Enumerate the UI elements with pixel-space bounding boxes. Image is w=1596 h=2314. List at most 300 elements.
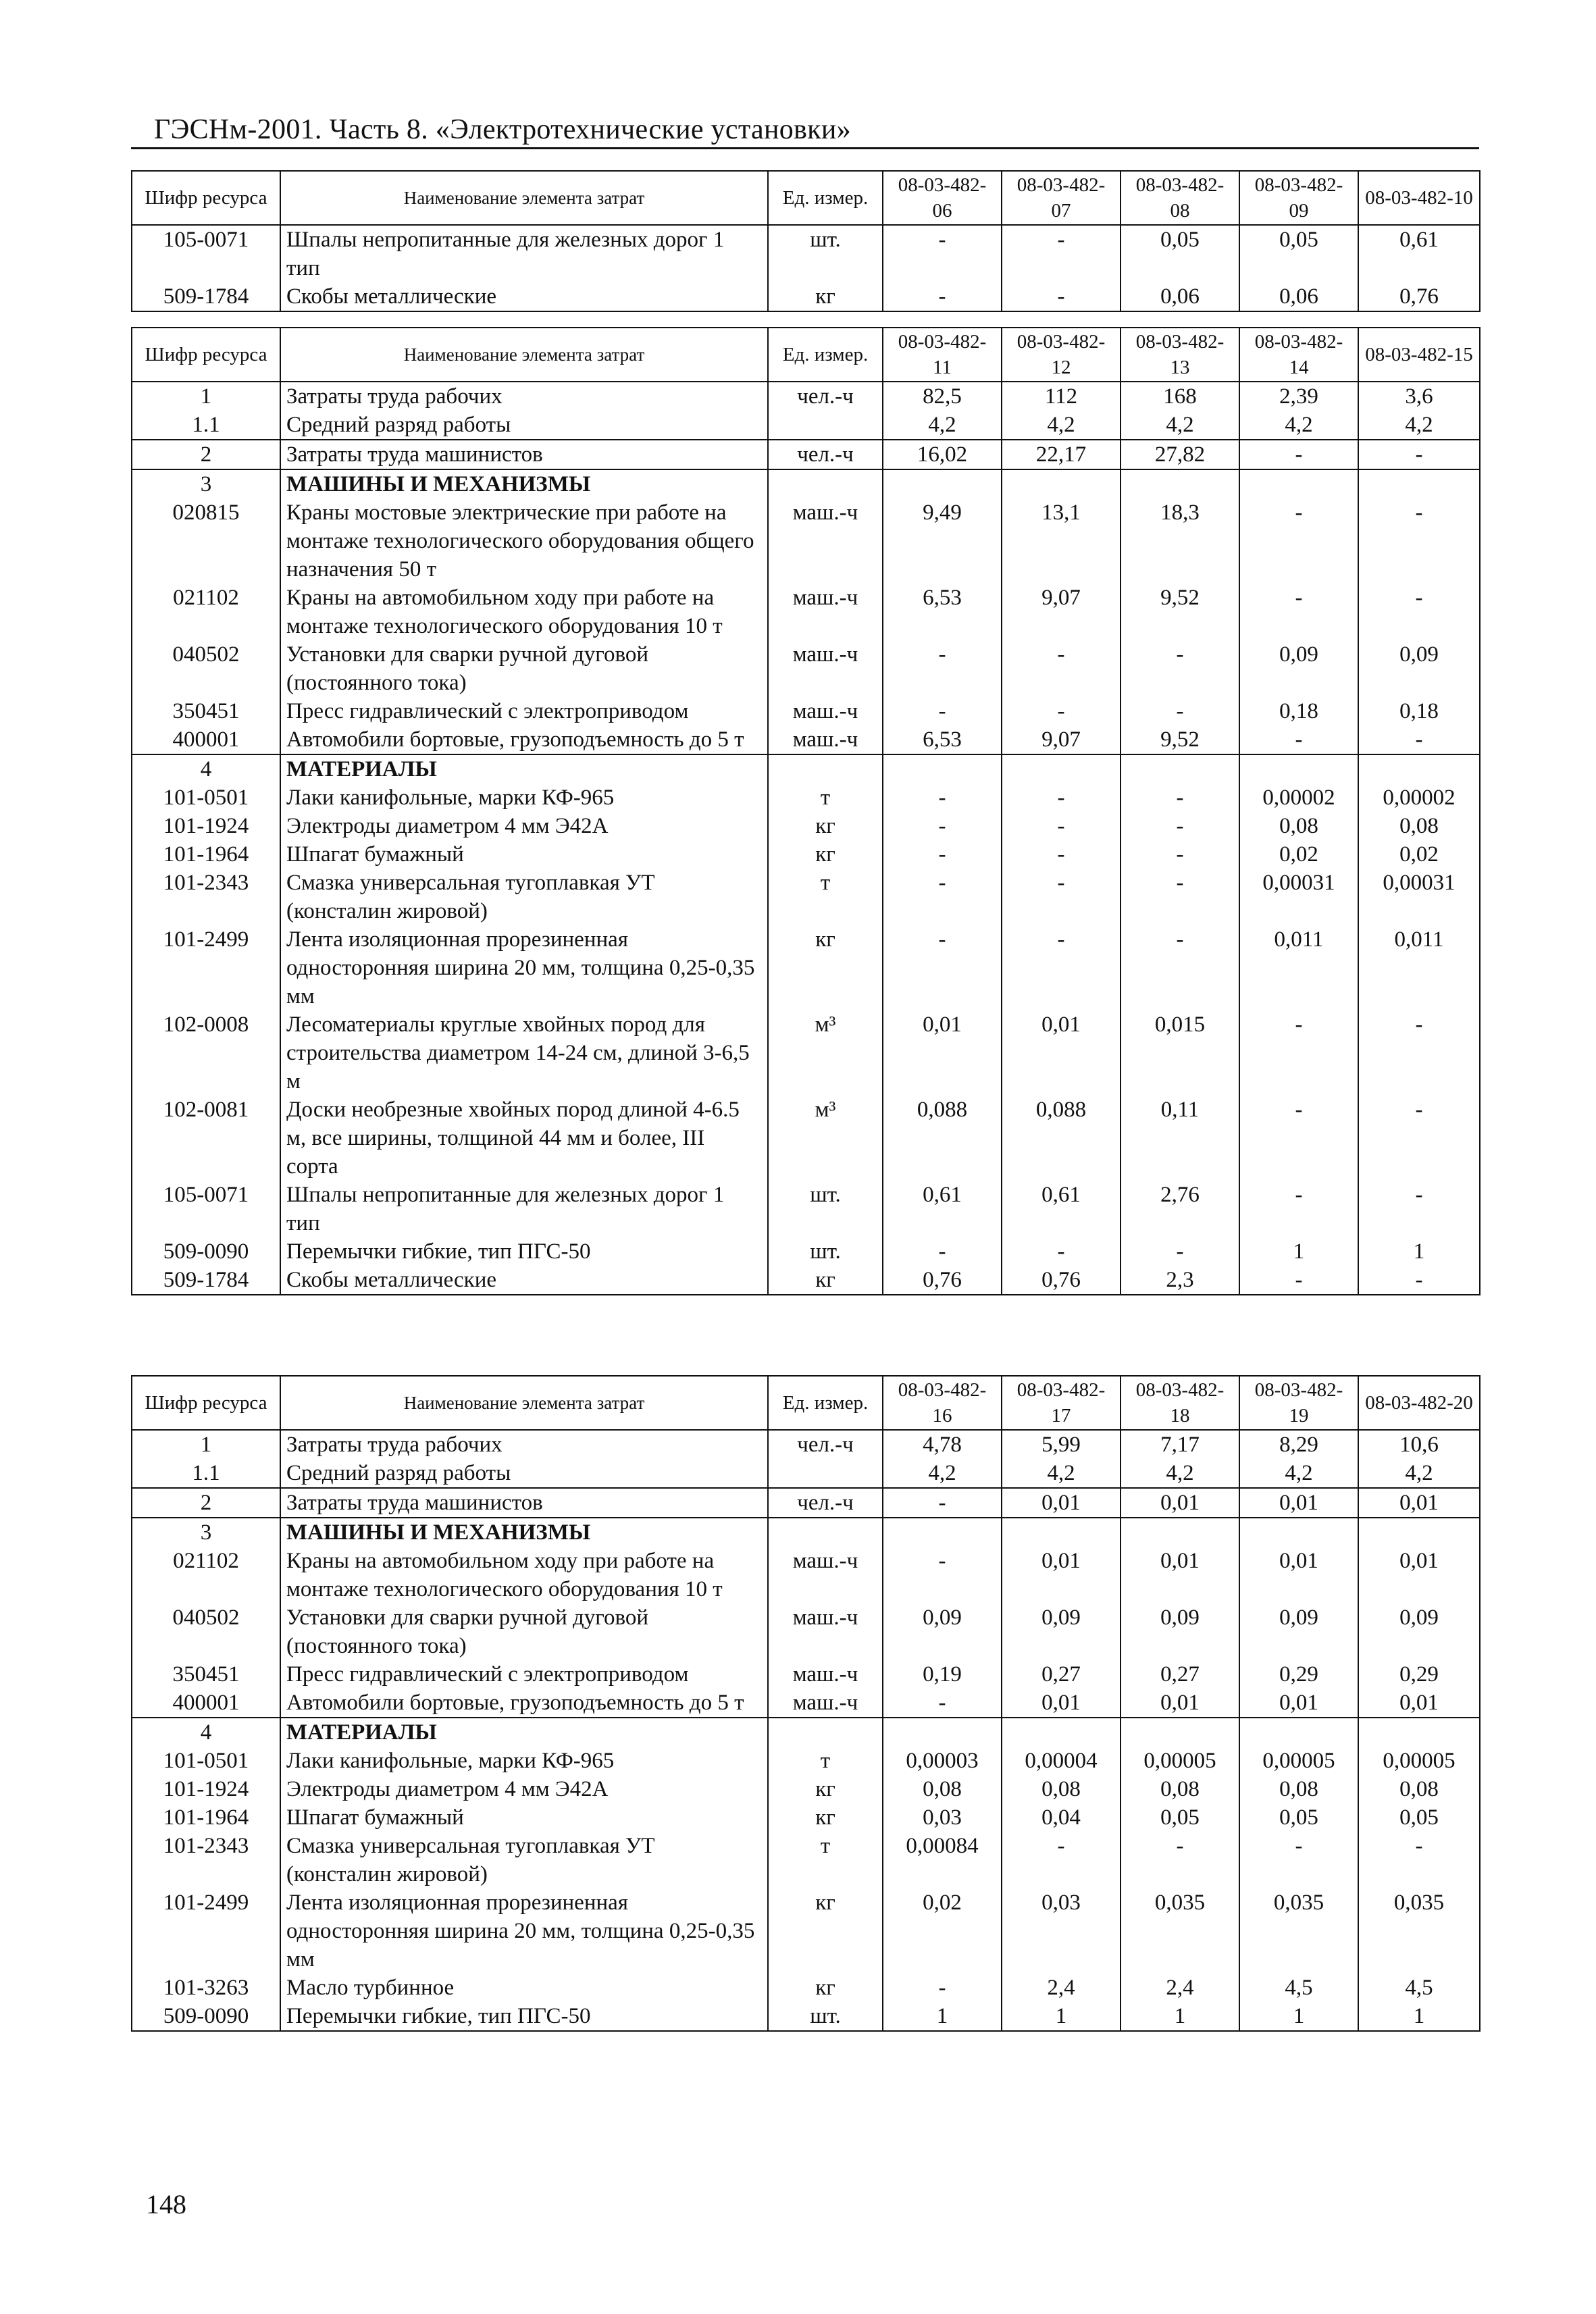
value-cell: 0,035 — [1239, 1888, 1358, 1974]
unit-cell: шт. — [768, 1181, 883, 1237]
value-cell: - — [1239, 1096, 1358, 1181]
unit-cell — [768, 1459, 883, 1488]
value-cell: - — [1121, 925, 1239, 1010]
value-cell: 0,06 — [1121, 282, 1239, 311]
table-row — [132, 1747, 1480, 1775]
value-cell: 0,09 — [1002, 1603, 1121, 1660]
resource-code-cell: 101-1964 — [132, 840, 280, 869]
value-cell: 7,17 — [1121, 1430, 1239, 1459]
value-cell: - — [1239, 584, 1358, 640]
value-cell: 1 — [883, 2002, 1002, 2031]
table-header-row — [132, 328, 1480, 382]
resource-code-cell: 040502 — [132, 640, 280, 697]
resource-name-cell: Лаки канифольные, марки КФ-965 — [280, 1747, 768, 1775]
value-cell: 0,01 — [1239, 1488, 1358, 1518]
value-cell: 0,00002 — [1239, 783, 1358, 812]
value-cell: 4,2 — [1239, 411, 1358, 440]
value-cell: - — [883, 640, 1002, 697]
value-cell: - — [1121, 1832, 1239, 1888]
value-cell: 0,27 — [1002, 1660, 1121, 1689]
resource-name-cell: Краны на автомобильном ходу при работе на монтаже технологического оборудования 10 т — [280, 584, 768, 640]
value-cell: 9,49 — [883, 498, 1002, 584]
value-cell: - — [1002, 840, 1121, 869]
header-unit: Ед. измер. — [768, 1376, 883, 1430]
resource-code-cell: 021102 — [132, 1547, 280, 1603]
value-cell: 0,011 — [1239, 925, 1358, 1010]
value-cell: 0,08 — [1358, 812, 1480, 840]
value-cell: 0,00005 — [1239, 1747, 1358, 1775]
value-cell: 0,08 — [1239, 1775, 1358, 1803]
value-cell — [1002, 1518, 1121, 1547]
resource-name-cell: Перемычки гибкие, тип ПГС-50 — [280, 1237, 768, 1266]
unit-cell: кг — [768, 1266, 883, 1295]
unit-cell: кг — [768, 1775, 883, 1803]
unit-cell: м³ — [768, 1010, 883, 1096]
resource-name-cell: Затраты труда рабочих — [280, 1430, 768, 1459]
resource-code-cell: 020815 — [132, 498, 280, 584]
table-row — [132, 411, 1480, 440]
value-cell: 0,01 — [1002, 1547, 1121, 1603]
resource-code-cell: 509-0090 — [132, 1237, 280, 1266]
resource-name-cell: Автомобили бортовые, грузоподъемность до 5 т — [280, 1689, 768, 1718]
header-code: Шифр ресурса — [132, 1376, 280, 1430]
resource-code-cell: 105-0071 — [132, 225, 280, 282]
value-cell: 4,2 — [883, 1459, 1002, 1488]
value-cell — [1239, 754, 1358, 783]
value-cell: - — [1002, 783, 1121, 812]
value-cell: 168 — [1121, 382, 1239, 411]
value-cell: 0,05 — [1239, 1803, 1358, 1832]
value-cell: - — [1358, 440, 1480, 469]
header-norm-code: 08-03-482-13 — [1121, 328, 1239, 382]
value-cell — [1358, 469, 1480, 498]
unit-cell: т — [768, 869, 883, 925]
table-row — [132, 1459, 1480, 1488]
unit-cell: кг — [768, 812, 883, 840]
value-cell: 9,52 — [1121, 725, 1239, 754]
resource-code-cell: 350451 — [132, 1660, 280, 1689]
value-cell: - — [883, 1237, 1002, 1266]
value-cell: 0,08 — [883, 1775, 1002, 1803]
value-cell — [1121, 1718, 1239, 1747]
value-cell: - — [1121, 640, 1239, 697]
unit-cell: кг — [768, 1888, 883, 1974]
value-cell: 0,04 — [1002, 1803, 1121, 1832]
resource-name-cell: Затраты труда машинистов — [280, 440, 768, 469]
resource-code-cell: 102-0008 — [132, 1010, 280, 1096]
resource-code-cell: 101-0501 — [132, 783, 280, 812]
value-cell: - — [883, 225, 1002, 282]
value-cell: 10,6 — [1358, 1430, 1480, 1459]
value-cell: 0,61 — [883, 1181, 1002, 1237]
value-cell: - — [1002, 697, 1121, 725]
table-row — [132, 1547, 1480, 1603]
header-norm-code: 08-03-482-15 — [1358, 328, 1480, 382]
table-row — [132, 840, 1480, 869]
resource-code-cell: 4 — [132, 754, 280, 783]
table-row — [132, 1888, 1480, 1974]
resource-code-cell: 1.1 — [132, 411, 280, 440]
value-cell: 2,39 — [1239, 382, 1358, 411]
resource-name-cell: Смазка универсальная тугоплавкая УТ (консталин жировой) — [280, 869, 768, 925]
header-norm-code: 08-03-482-18 — [1121, 1376, 1239, 1430]
value-cell: - — [883, 1547, 1002, 1603]
unit-cell: т — [768, 1747, 883, 1775]
value-cell: 82,5 — [883, 382, 1002, 411]
resource-code-cell: 400001 — [132, 725, 280, 754]
value-cell: - — [883, 869, 1002, 925]
resource-name-cell: Установки для сварки ручной дуговой (постоянного тока) — [280, 1603, 768, 1660]
value-cell: 4,2 — [1121, 411, 1239, 440]
value-cell: 0,76 — [1002, 1266, 1121, 1295]
unit-cell: маш.-ч — [768, 1689, 883, 1718]
resource-name-cell: Пресс гидравлический с электроприводом — [280, 697, 768, 725]
header-norm-code: 08-03-482-09 — [1239, 171, 1358, 225]
table-row — [132, 812, 1480, 840]
value-cell: 0,05 — [1358, 1803, 1480, 1832]
table-row — [132, 1718, 1480, 1747]
unit-cell: кг — [768, 925, 883, 1010]
value-cell: 5,99 — [1002, 1430, 1121, 1459]
header-norm-code: 08-03-482-08 — [1121, 171, 1239, 225]
resource-name-cell: Перемычки гибкие, тип ПГС-50 — [280, 2002, 768, 2031]
resource-name-cell: Установки для сварки ручной дуговой (постоянного тока) — [280, 640, 768, 697]
value-cell: 0,09 — [1239, 1603, 1358, 1660]
value-cell: 8,29 — [1239, 1430, 1358, 1459]
resource-code-cell: 040502 — [132, 1603, 280, 1660]
header-code: Шифр ресурса — [132, 328, 280, 382]
value-cell: 3,6 — [1358, 382, 1480, 411]
resource-table-3 — [131, 1375, 1481, 2032]
value-cell: - — [1002, 869, 1121, 925]
value-cell: 0,02 — [1239, 840, 1358, 869]
value-cell: 0,61 — [1002, 1181, 1121, 1237]
resource-name-cell: Шпагат бумажный — [280, 1803, 768, 1832]
value-cell — [1358, 754, 1480, 783]
value-cell: 0,08 — [1002, 1775, 1121, 1803]
unit-cell: м³ — [768, 1096, 883, 1181]
resource-code-cell: 101-1964 — [132, 1803, 280, 1832]
value-cell: - — [1239, 498, 1358, 584]
value-cell: 0,02 — [883, 1888, 1002, 1974]
value-cell: - — [1358, 498, 1480, 584]
value-cell: 2,76 — [1121, 1181, 1239, 1237]
value-cell — [1002, 469, 1121, 498]
resource-name-cell: Скобы металлические — [280, 282, 768, 311]
resource-name-cell: Электроды диаметром 4 мм Э42А — [280, 812, 768, 840]
table-row — [132, 1603, 1480, 1660]
value-cell: 0,00005 — [1358, 1747, 1480, 1775]
header-norm-code: 08-03-482-06 — [883, 171, 1002, 225]
value-cell: - — [883, 783, 1002, 812]
value-cell — [1239, 469, 1358, 498]
resource-name-cell: МАШИНЫ И МЕХАНИЗМЫ — [280, 1518, 768, 1547]
value-cell: 0,03 — [883, 1803, 1002, 1832]
value-cell: 4,78 — [883, 1430, 1002, 1459]
value-cell: 0,05 — [1239, 225, 1358, 282]
value-cell: 112 — [1002, 382, 1121, 411]
value-cell: 0,29 — [1239, 1660, 1358, 1689]
value-cell: - — [1358, 1832, 1480, 1888]
value-cell: - — [1358, 1010, 1480, 1096]
value-cell: - — [883, 925, 1002, 1010]
value-cell: 4,5 — [1358, 1974, 1480, 2002]
value-cell: - — [1002, 925, 1121, 1010]
table-row — [132, 469, 1480, 498]
unit-cell: шт. — [768, 1237, 883, 1266]
table-row — [132, 1430, 1480, 1459]
resource-name-cell: МАШИНЫ И МЕХАНИЗМЫ — [280, 469, 768, 498]
table-row — [132, 1660, 1480, 1689]
resource-code-cell: 3 — [132, 1518, 280, 1547]
value-cell: - — [1239, 1266, 1358, 1295]
value-cell: 18,3 — [1121, 498, 1239, 584]
resource-code-cell: 101-2343 — [132, 869, 280, 925]
value-cell: 0,01 — [1002, 1689, 1121, 1718]
value-cell: 1 — [1002, 2002, 1121, 2031]
value-cell: 6,53 — [883, 725, 1002, 754]
value-cell: 0,01 — [1121, 1547, 1239, 1603]
table-row — [132, 725, 1480, 754]
value-cell: 0,00002 — [1358, 783, 1480, 812]
resource-name-cell: Лесоматериалы круглые хвойных пород для строительства диаметром 14-24 см, длиной 3-6,5 м — [280, 1010, 768, 1096]
value-cell: - — [1002, 282, 1121, 311]
value-cell: 27,82 — [1121, 440, 1239, 469]
value-cell — [1239, 1718, 1358, 1747]
value-cell: - — [1002, 812, 1121, 840]
resource-code-cell: 2 — [132, 1488, 280, 1518]
resource-name-cell: Краны мостовые электрические при работе на монтаже технологического оборудования общего назначения 50 т — [280, 498, 768, 584]
value-cell: - — [1121, 1237, 1239, 1266]
resource-code-cell: 1.1 — [132, 1459, 280, 1488]
resource-name-cell: Шпагат бумажный — [280, 840, 768, 869]
value-cell: 0,76 — [1358, 282, 1480, 311]
unit-cell: маш.-ч — [768, 584, 883, 640]
unit-cell: кг — [768, 1974, 883, 2002]
table-row — [132, 440, 1480, 469]
header-rule — [131, 147, 1479, 149]
unit-cell: маш.-ч — [768, 725, 883, 754]
unit-cell: шт. — [768, 225, 883, 282]
page-header-title: ГЭСНм-2001. Часть 8. «Электротехнические установки» — [154, 114, 851, 145]
value-cell — [1002, 1718, 1121, 1747]
table-header-row — [132, 1376, 1480, 1430]
unit-cell: чел.-ч — [768, 382, 883, 411]
value-cell — [1239, 1518, 1358, 1547]
value-cell: 0,00031 — [1239, 869, 1358, 925]
value-cell: - — [1239, 1832, 1358, 1888]
table-row — [132, 1803, 1480, 1832]
table-row — [132, 282, 1480, 311]
header-norm-code: 08-03-482-20 — [1358, 1376, 1480, 1430]
table-row — [132, 925, 1480, 1010]
header-name: Наименование элемента затрат — [280, 328, 768, 382]
resource-code-cell: 4 — [132, 1718, 280, 1747]
table-header-row — [132, 171, 1480, 225]
table-row — [132, 1775, 1480, 1803]
table-row — [132, 1974, 1480, 2002]
value-cell: 1 — [1358, 1237, 1480, 1266]
value-cell — [883, 1718, 1002, 1747]
table-row — [132, 754, 1480, 783]
resource-name-cell: Лента изоляционная прорезиненная односторонняя ширина 20 мм, толщина 0,25-0,35 мм — [280, 925, 768, 1010]
resource-table-1 — [131, 170, 1481, 312]
value-cell — [1358, 1718, 1480, 1747]
value-cell: 0,01 — [1239, 1689, 1358, 1718]
value-cell — [1121, 754, 1239, 783]
value-cell: - — [1121, 840, 1239, 869]
header-norm-code: 08-03-482-19 — [1239, 1376, 1358, 1430]
value-cell: 1 — [1239, 1237, 1358, 1266]
resource-code-cell: 101-0501 — [132, 1747, 280, 1775]
value-cell: - — [1358, 584, 1480, 640]
unit-cell: маш.-ч — [768, 640, 883, 697]
resource-code-cell: 1 — [132, 1430, 280, 1459]
resource-code-cell: 105-0071 — [132, 1181, 280, 1237]
value-cell: - — [883, 1974, 1002, 2002]
value-cell: 0,76 — [883, 1266, 1002, 1295]
unit-cell: кг — [768, 840, 883, 869]
unit-cell — [768, 411, 883, 440]
value-cell: - — [1239, 440, 1358, 469]
unit-cell: кг — [768, 282, 883, 311]
resource-code-cell: 1 — [132, 382, 280, 411]
value-cell: 0,61 — [1358, 225, 1480, 282]
value-cell — [1358, 1518, 1480, 1547]
value-cell: 0,035 — [1121, 1888, 1239, 1974]
value-cell: 0,08 — [1121, 1775, 1239, 1803]
value-cell: 0,01 — [1002, 1010, 1121, 1096]
value-cell: 9,52 — [1121, 584, 1239, 640]
table-row — [132, 1518, 1480, 1547]
value-cell: 4,2 — [1002, 411, 1121, 440]
value-cell: 0,01 — [1002, 1488, 1121, 1518]
header-code: Шифр ресурса — [132, 171, 280, 225]
header-norm-code: 08-03-482-07 — [1002, 171, 1121, 225]
unit-cell: т — [768, 783, 883, 812]
value-cell: 0,011 — [1358, 925, 1480, 1010]
value-cell: 4,2 — [1358, 1459, 1480, 1488]
resource-code-cell: 509-1784 — [132, 1266, 280, 1295]
value-cell: - — [883, 1488, 1002, 1518]
table-row — [132, 1010, 1480, 1096]
unit-cell: чел.-ч — [768, 1488, 883, 1518]
value-cell: 0,05 — [1121, 1803, 1239, 1832]
header-name: Наименование элемента затрат — [280, 171, 768, 225]
resource-name-cell: Скобы металлические — [280, 1266, 768, 1295]
resource-name-cell: Шпалы непропитанные для железных дорог 1 тип — [280, 225, 768, 282]
value-cell: 0,00005 — [1121, 1747, 1239, 1775]
value-cell: 0,035 — [1358, 1888, 1480, 1974]
unit-cell: маш.-ч — [768, 1603, 883, 1660]
unit-cell: маш.-ч — [768, 697, 883, 725]
unit-cell: чел.-ч — [768, 1430, 883, 1459]
value-cell: 22,17 — [1002, 440, 1121, 469]
table-row — [132, 382, 1480, 411]
resource-code-cell: 400001 — [132, 1689, 280, 1718]
value-cell: 0,18 — [1239, 697, 1358, 725]
value-cell: 0,00003 — [883, 1747, 1002, 1775]
value-cell: 4,5 — [1239, 1974, 1358, 2002]
table-row — [132, 584, 1480, 640]
resource-name-cell: МАТЕРИАЛЫ — [280, 754, 768, 783]
page-number: 148 — [146, 2189, 186, 2219]
value-cell: 0,09 — [883, 1603, 1002, 1660]
unit-cell: шт. — [768, 2002, 883, 2031]
resource-name-cell: Лаки канифольные, марки КФ-965 — [280, 783, 768, 812]
resource-code-cell: 021102 — [132, 584, 280, 640]
value-cell: 0,01 — [1358, 1488, 1480, 1518]
header-norm-code: 08-03-482-12 — [1002, 328, 1121, 382]
table-row — [132, 1488, 1480, 1518]
table-row — [132, 640, 1480, 697]
resource-code-cell: 509-0090 — [132, 2002, 280, 2031]
value-cell: 4,2 — [1121, 1459, 1239, 1488]
resource-name-cell: Средний разряд работы — [280, 411, 768, 440]
resource-name-cell: Смазка универсальная тугоплавкая УТ (консталин жировой) — [280, 1832, 768, 1888]
value-cell: - — [883, 697, 1002, 725]
header-name: Наименование элемента затрат — [280, 1376, 768, 1430]
value-cell: - — [1358, 1096, 1480, 1181]
header-norm-code: 08-03-482-17 — [1002, 1376, 1121, 1430]
table-row — [132, 783, 1480, 812]
resource-name-cell: Электроды диаметром 4 мм Э42А — [280, 1775, 768, 1803]
value-cell: 1 — [1121, 2002, 1239, 2031]
value-cell: 0,11 — [1121, 1096, 1239, 1181]
value-cell: 0,18 — [1358, 697, 1480, 725]
value-cell: - — [1002, 640, 1121, 697]
value-cell — [1121, 1518, 1239, 1547]
unit-cell — [768, 754, 883, 783]
resource-name-cell: Лента изоляционная прорезиненная односторонняя ширина 20 мм, толщина 0,25-0,35 мм — [280, 1888, 768, 1974]
value-cell — [1121, 469, 1239, 498]
resource-name-cell: Пресс гидравлический с электроприводом — [280, 1660, 768, 1689]
resource-name-cell: Доски необрезные хвойных пород длиной 4-6.5 м, все ширины, толщиной 44 мм и более, III сорта — [280, 1096, 768, 1181]
resource-code-cell: 101-2499 — [132, 1888, 280, 1974]
value-cell: 0,29 — [1358, 1660, 1480, 1689]
value-cell: 0,09 — [1239, 640, 1358, 697]
header-norm-code: 08-03-482-10 — [1358, 171, 1480, 225]
value-cell: - — [1002, 1832, 1121, 1888]
value-cell: 0,01 — [1358, 1689, 1480, 1718]
table-row — [132, 2002, 1480, 2031]
resource-name-cell: Автомобили бортовые, грузоподъемность до 5 т — [280, 725, 768, 754]
value-cell: - — [883, 282, 1002, 311]
resource-name-cell: Краны на автомобильном ходу при работе на монтаже технологического оборудования 10 т — [280, 1547, 768, 1603]
value-cell: - — [1358, 1266, 1480, 1295]
value-cell: 0,06 — [1239, 282, 1358, 311]
resource-code-cell: 102-0081 — [132, 1096, 280, 1181]
value-cell: 1 — [1239, 2002, 1358, 2031]
unit-cell: маш.-ч — [768, 1547, 883, 1603]
value-cell: - — [1239, 1010, 1358, 1096]
value-cell — [883, 754, 1002, 783]
resource-code-cell: 101-1924 — [132, 812, 280, 840]
value-cell: 0,08 — [1358, 1775, 1480, 1803]
table-row — [132, 697, 1480, 725]
header-norm-code: 08-03-482-11 — [883, 328, 1002, 382]
value-cell — [1002, 754, 1121, 783]
value-cell — [883, 469, 1002, 498]
value-cell: 6,53 — [883, 584, 1002, 640]
value-cell: 0,09 — [1358, 640, 1480, 697]
unit-cell: т — [768, 1832, 883, 1888]
value-cell: - — [1002, 1237, 1121, 1266]
resource-code-cell: 3 — [132, 469, 280, 498]
value-cell: 0,03 — [1002, 1888, 1121, 1974]
value-cell: 4,2 — [1239, 1459, 1358, 1488]
value-cell: 2,4 — [1121, 1974, 1239, 2002]
